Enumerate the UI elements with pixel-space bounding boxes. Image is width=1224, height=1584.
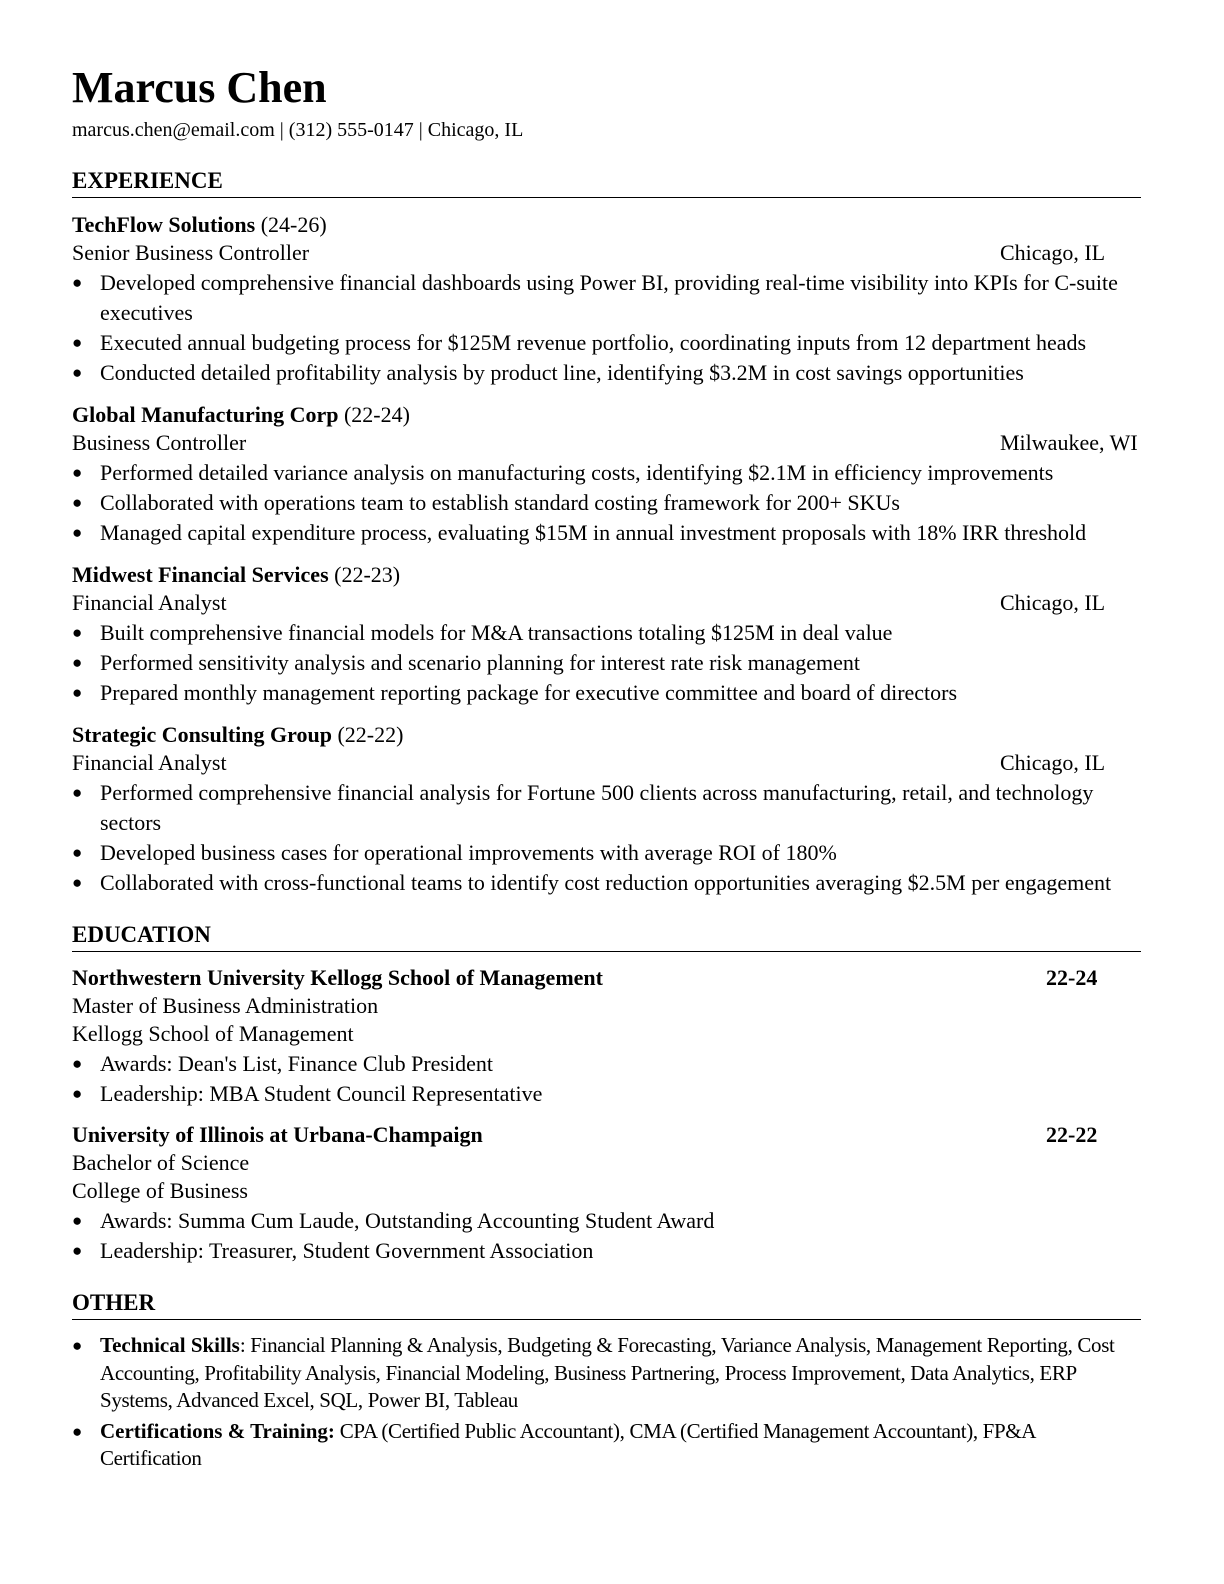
bullet-text: Collaborated with operations team to establish standard costing framework for 200+ SKUs bbox=[100, 490, 900, 515]
job-location: Milwaukee, WI bbox=[1000, 430, 1138, 455]
school-header bbox=[72, 964, 1141, 992]
bullet-item bbox=[72, 1049, 1141, 1079]
bullet-text: Conducted detailed profitability analysis by product line, identifying $3.2M in cost savings opportunities bbox=[100, 360, 1024, 385]
degree: Master of Business Administration bbox=[72, 993, 379, 1018]
bullet-text: Awards: Summa Cum Laude, Outstanding Accounting Student Award bbox=[100, 1208, 715, 1233]
bullet-text: Performed comprehensive financial analysis for Fortune 500 clients across manufacturing, retail, and technology sectors bbox=[100, 780, 1094, 835]
candidate-name: Marcus Chen bbox=[72, 63, 327, 112]
college: College of Business bbox=[72, 1178, 248, 1203]
education-heading: EDUCATION bbox=[72, 920, 1141, 952]
certifications-text: CPA (Certified Public Accountant), CMA (Certified Management Accountant), FP&A Certification bbox=[100, 1418, 1035, 1470]
job-entry bbox=[72, 400, 1141, 548]
bullet-text: Executed annual budgeting process for $125M revenue portfolio, coordinating inputs from 12 department heads bbox=[100, 330, 1087, 355]
bullet-item bbox=[72, 328, 1141, 358]
skills-separator: : bbox=[239, 1333, 246, 1357]
resume-page bbox=[72, 62, 1141, 1476]
college: Kellogg School of Management bbox=[72, 1021, 354, 1046]
job-header bbox=[72, 210, 1141, 239]
job-dates: (22-23) bbox=[334, 562, 401, 587]
school-name: Northwestern University Kellogg School of Management bbox=[72, 965, 603, 990]
job-location: Chicago, IL bbox=[1000, 590, 1106, 615]
bullet-item bbox=[72, 778, 1141, 838]
bullet-item bbox=[72, 678, 1141, 708]
certifications-label: Certifications & Training: bbox=[100, 1418, 335, 1443]
certifications-item bbox=[72, 1418, 1141, 1473]
school-name: University of Illinois at Urbana-Champaign bbox=[72, 1122, 483, 1147]
bullet-item bbox=[72, 458, 1141, 488]
job-role-row bbox=[72, 239, 1141, 267]
company-name: TechFlow Solutions bbox=[72, 212, 256, 237]
bullet-icon: ● bbox=[72, 653, 83, 672]
job-entry bbox=[72, 560, 1141, 708]
job-role: Business Controller bbox=[72, 430, 247, 455]
degree: Bachelor of Science bbox=[72, 1150, 250, 1175]
bullet-icon: ● bbox=[72, 1241, 83, 1260]
bullet-icon: ● bbox=[72, 1211, 83, 1230]
bullet-item bbox=[72, 1236, 1141, 1266]
bullet-icon: ● bbox=[72, 1054, 83, 1073]
company-name: Strategic Consulting Group bbox=[72, 722, 332, 747]
other-heading: OTHER bbox=[72, 1288, 1141, 1320]
bullet-icon: ● bbox=[72, 683, 83, 702]
job-bullets bbox=[72, 778, 1141, 898]
bullet-icon: ● bbox=[72, 1421, 82, 1441]
job-role-row bbox=[72, 589, 1141, 617]
job-location: Chicago, IL bbox=[1000, 240, 1106, 265]
bullet-text: Built comprehensive financial models for M&A transactions totaling $125M in deal value bbox=[100, 620, 893, 645]
school-header bbox=[72, 1121, 1141, 1149]
bullet-icon: ● bbox=[72, 843, 83, 862]
job-role: Financial Analyst bbox=[72, 750, 227, 775]
job-location: Chicago, IL bbox=[1000, 750, 1106, 775]
bullet-text: Leadership: Treasurer, Student Government Association bbox=[100, 1238, 594, 1263]
bullet-item bbox=[72, 518, 1141, 548]
skills-item bbox=[72, 1332, 1141, 1415]
skills-text: Financial Planning & Analysis, Budgeting & Forecasting, Variance Analysis, Management Reporting, Cost Accounting, Profitability Analysis, Financial Modeling, Business Partnering, Process Improvement, Data Analytics, ERP Systems, Advanced Excel, SQL, Power BI, Tableau bbox=[100, 1333, 1115, 1412]
job-header bbox=[72, 560, 1141, 589]
job-entry bbox=[72, 210, 1141, 388]
bullet-icon: ● bbox=[72, 873, 83, 892]
bullet-item bbox=[72, 1206, 1141, 1236]
company-name: Midwest Financial Services bbox=[72, 562, 329, 587]
job-bullets bbox=[72, 268, 1141, 388]
school-dates: 22-22 bbox=[1046, 1122, 1098, 1147]
bullet-icon: ● bbox=[72, 523, 83, 542]
job-dates: (24-26) bbox=[260, 212, 327, 237]
skills-label: Technical Skills bbox=[100, 1333, 240, 1357]
school-bullets bbox=[72, 1049, 1141, 1109]
bullet-item bbox=[72, 488, 1141, 518]
other-list bbox=[72, 1332, 1141, 1473]
school-dates: 22-24 bbox=[1046, 965, 1098, 990]
bullet-item bbox=[72, 648, 1141, 678]
bullet-item bbox=[72, 868, 1141, 898]
school-entry bbox=[72, 964, 1141, 1109]
bullet-icon: ● bbox=[72, 333, 83, 352]
school-bullets bbox=[72, 1206, 1141, 1266]
job-dates: (22-24) bbox=[343, 402, 410, 427]
bullet-item bbox=[72, 1079, 1141, 1109]
bullet-text: Prepared monthly management reporting package for executive committee and board of directors bbox=[100, 680, 958, 705]
contact-line: marcus.chen@email.com | (312) 555-0147 | Chicago, IL bbox=[72, 119, 524, 141]
bullet-icon: ● bbox=[72, 783, 83, 802]
bullet-item bbox=[72, 268, 1141, 328]
job-role: Financial Analyst bbox=[72, 590, 227, 615]
bullet-icon: ● bbox=[72, 363, 83, 382]
job-bullets bbox=[72, 618, 1141, 708]
job-role: Senior Business Controller bbox=[72, 240, 310, 265]
school-entry bbox=[72, 1121, 1141, 1266]
bullet-text: Managed capital expenditure process, evaluating $15M in annual investment proposals with 18% IRR threshold bbox=[100, 520, 1087, 545]
bullet-item bbox=[72, 358, 1141, 388]
job-dates: (22-22) bbox=[337, 722, 404, 747]
job-entry bbox=[72, 720, 1141, 898]
bullet-text: Developed business cases for operational improvements with average ROI of 180% bbox=[100, 840, 837, 865]
bullet-icon: ● bbox=[72, 623, 83, 642]
bullet-icon: ● bbox=[72, 1084, 83, 1103]
bullet-text: Performed detailed variance analysis on manufacturing costs, identifying $2.1M in efficiency improvements bbox=[100, 460, 1054, 485]
bullet-item bbox=[72, 838, 1141, 868]
bullet-icon: ● bbox=[72, 273, 83, 292]
bullet-text: Developed comprehensive financial dashboards using Power BI, providing real-time visibility into KPIs for C-suite executives bbox=[100, 270, 1118, 325]
job-bullets bbox=[72, 458, 1141, 548]
bullet-icon: ● bbox=[72, 463, 83, 482]
bullet-icon: ● bbox=[72, 493, 83, 512]
bullet-text: Leadership: MBA Student Council Representative bbox=[100, 1081, 543, 1106]
bullet-icon: ● bbox=[72, 1336, 82, 1355]
job-role-row bbox=[72, 749, 1141, 777]
experience-heading: EXPERIENCE bbox=[72, 166, 1141, 198]
company-name: Global Manufacturing Corp bbox=[72, 402, 339, 427]
bullet-text: Performed sensitivity analysis and scenario planning for interest rate risk management bbox=[100, 650, 860, 675]
bullet-text: Collaborated with cross-functional teams to identify cost reduction opportunities averaging $2.5M per engagement bbox=[100, 870, 1112, 895]
bullet-text: Awards: Dean's List, Finance Club President bbox=[100, 1051, 493, 1076]
job-header bbox=[72, 720, 1141, 749]
bullet-item bbox=[72, 618, 1141, 648]
job-header bbox=[72, 400, 1141, 429]
job-role-row bbox=[72, 429, 1141, 457]
